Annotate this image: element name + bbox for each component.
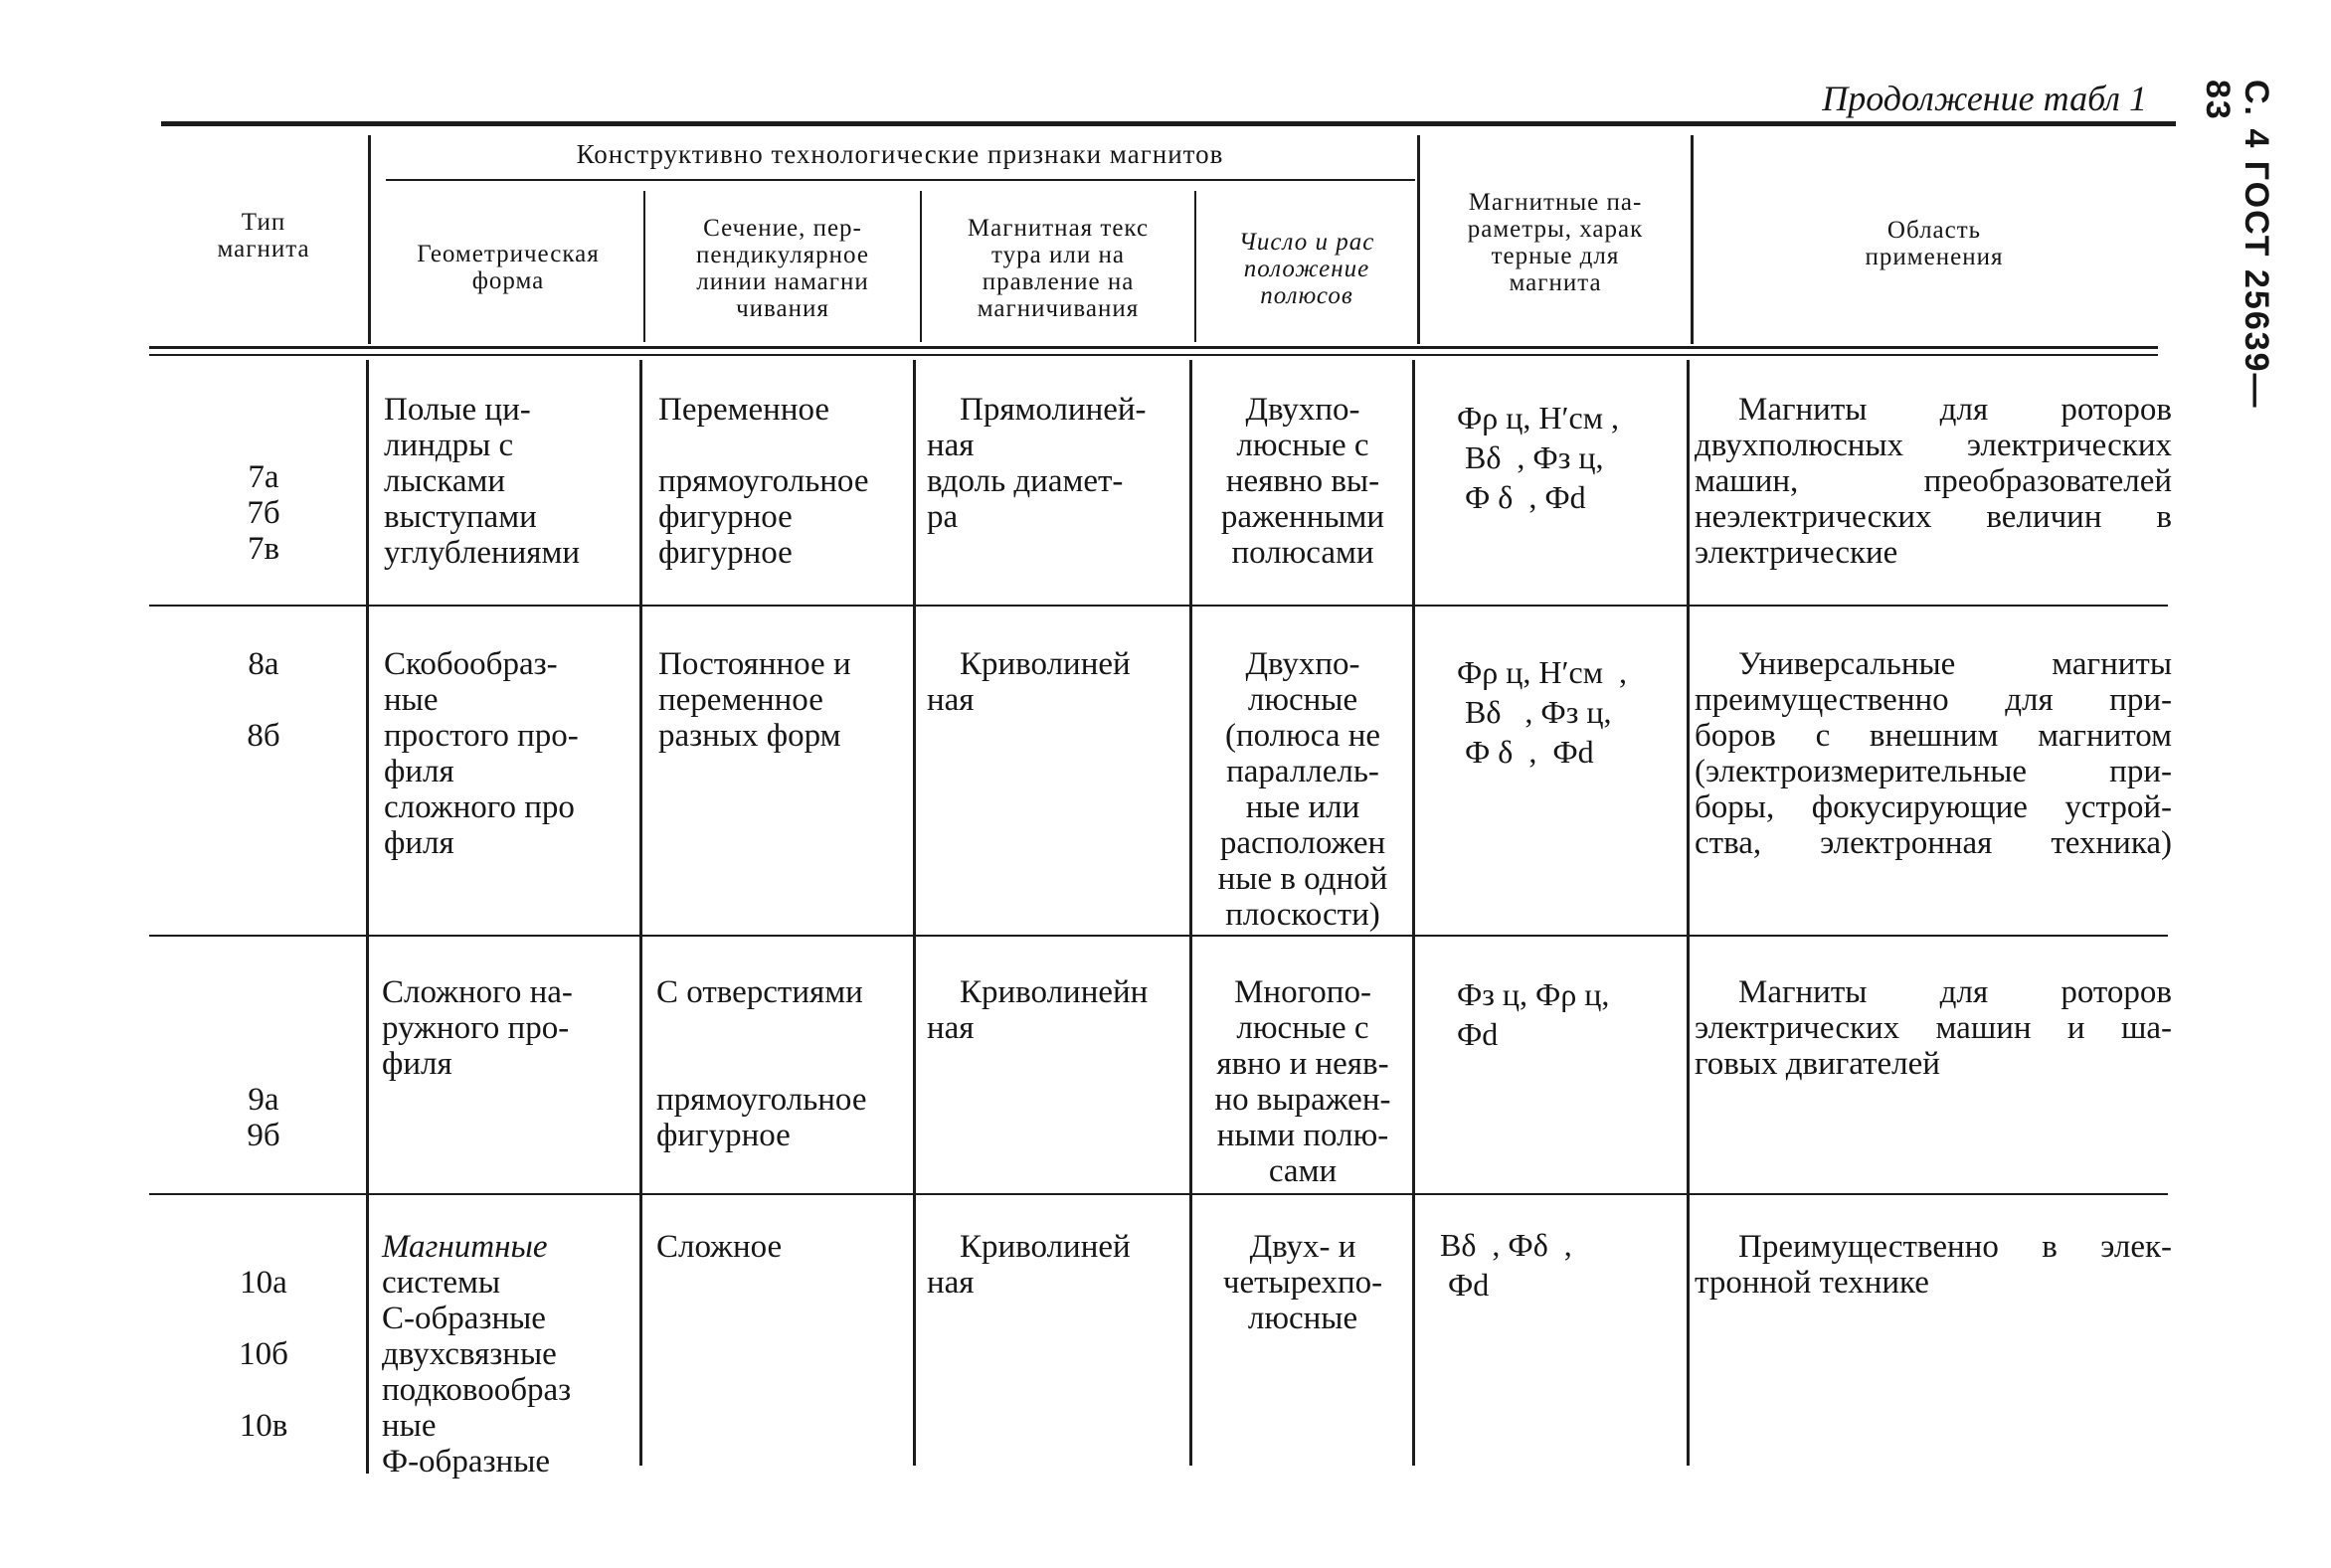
row-geom-title: Магнитные bbox=[382, 1229, 548, 1265]
row-area bbox=[1695, 392, 2172, 571]
table-top-rule bbox=[161, 121, 2176, 126]
area-line: преимущественно для при- bbox=[1695, 682, 2172, 718]
row-poles: Двухпо- люсные (полюса не параллель- ные или расположен ные в одной плоскости) bbox=[1217, 646, 1388, 933]
header-bottom-rule-2 bbox=[149, 354, 2158, 356]
area-line: тронной технике bbox=[1695, 1265, 1929, 1301]
area-line: боры, фокусирующие устрой- bbox=[1695, 789, 2172, 825]
row-texture: Криволиней ная bbox=[927, 646, 1131, 718]
row-separator bbox=[149, 935, 2168, 937]
row-section: С отверстиями прямоугольное фигурное bbox=[656, 974, 867, 1153]
area-line: боров с внешним магнитом bbox=[1695, 718, 2172, 754]
row-params: Фз ц, Фρ ц, Фd bbox=[1457, 976, 1610, 1052]
column-divider bbox=[913, 360, 916, 1466]
area-line: ства, электронная техника) bbox=[1695, 825, 2172, 861]
area-line: (электроизмерительные при- bbox=[1695, 754, 2172, 789]
row-separator bbox=[149, 605, 2168, 607]
group-underline bbox=[386, 179, 1415, 181]
row-texture: Криволиней ная bbox=[927, 1229, 1131, 1301]
row-section: Переменное прямоугольное фигурное фигурное bbox=[658, 392, 869, 571]
column-divider bbox=[1412, 360, 1415, 1466]
row-geom: Сложного на- ружного про- филя bbox=[382, 974, 573, 1082]
row-section: Постоянное и переменное разных форм bbox=[658, 646, 851, 754]
row-params: Фρ ц, H′см , Вδ , Фз ц, Ф δ , Фd bbox=[1457, 654, 1627, 770]
header-type: Тип магнита bbox=[217, 209, 310, 262]
header-divider bbox=[920, 191, 922, 342]
header-area: Область применения bbox=[1865, 217, 2004, 270]
row-type: 7а 7б 7в bbox=[247, 459, 280, 567]
header-geom: Геометрическая форма bbox=[417, 241, 600, 294]
row-area bbox=[1695, 646, 2172, 861]
header-divider bbox=[1417, 135, 1420, 344]
header-group: Конструктивно технологические признаки магнитов bbox=[576, 139, 1224, 169]
header-texture: Магнитная текс тура или на правление на магничивания bbox=[967, 215, 1150, 322]
area-line: говых двигателей bbox=[1695, 1046, 1940, 1082]
row-texture: Криволинейн ная bbox=[927, 974, 1149, 1046]
column-divider bbox=[1687, 360, 1690, 1466]
area-line: Магниты для роторов bbox=[1738, 392, 2172, 428]
header-divider bbox=[1194, 191, 1196, 342]
area-line: машин, преобразователей bbox=[1695, 463, 2172, 499]
row-area bbox=[1695, 1229, 2172, 1301]
column-divider bbox=[1189, 360, 1192, 1466]
row-poles: Многопо- люсные с явно и неяв- но выражен- ными полю- сами bbox=[1214, 974, 1391, 1189]
row-area bbox=[1695, 974, 2172, 1082]
area-line: неэлектрических величин в bbox=[1695, 499, 2172, 535]
area-line: электрических машин и ша- bbox=[1695, 1010, 2172, 1046]
row-type: 10а 10б 10в bbox=[239, 1265, 288, 1444]
area-line: Универсальные магниты bbox=[1738, 646, 2172, 682]
row-params: Фρ ц, H′см , Вδ , Фз ц, Ф δ , Фd bbox=[1457, 400, 1619, 515]
page-side-label: С. 4 ГОСТ 25639—83 bbox=[2199, 80, 2275, 410]
area-line: электрические bbox=[1695, 535, 1898, 571]
row-type: 9а 9б bbox=[247, 1082, 280, 1153]
area-line: Преимущественно в элек- bbox=[1738, 1229, 2172, 1265]
row-params: Вδ , Фδ , Фd bbox=[1440, 1227, 1572, 1303]
row-geom: Скобообраз- ные простого про- филя сложного про филя bbox=[384, 646, 579, 861]
header-divider bbox=[643, 191, 645, 342]
column-divider bbox=[366, 360, 369, 1474]
row-separator bbox=[149, 1193, 2168, 1195]
row-geom: системы С-образные двухсвязные подковообраз ные Ф-образные bbox=[382, 1265, 572, 1480]
area-line: Магниты для роторов bbox=[1738, 974, 2172, 1010]
row-geom: Полые ци- линдры с лысками выступами углублениями bbox=[384, 392, 581, 571]
header-bottom-rule bbox=[149, 346, 2158, 349]
header-params: Магнитные па- раметры, харак терные для магнита bbox=[1467, 189, 1644, 296]
continuation-label: Продолжение табл 1 bbox=[1822, 79, 2147, 118]
row-type: 8а 8б bbox=[247, 646, 280, 754]
header-poles: Число и рас положение полюсов bbox=[1238, 229, 1375, 309]
header-section: Сечение, пер- пендикулярное линии намагни чивания bbox=[696, 215, 869, 322]
row-poles: Двухпо- люсные с неявно вы- раженными полюсами bbox=[1220, 392, 1385, 571]
row-poles: Двух- и четырехпо- люсные bbox=[1222, 1229, 1383, 1336]
row-texture: Прямолиней- ная вдоль диамет- ра bbox=[927, 392, 1147, 535]
column-divider bbox=[639, 360, 642, 1466]
header-divider bbox=[1691, 135, 1694, 344]
row-section: Сложное bbox=[656, 1229, 783, 1265]
area-line: двухполюсных электрических bbox=[1695, 428, 2172, 463]
header-divider bbox=[368, 135, 371, 344]
